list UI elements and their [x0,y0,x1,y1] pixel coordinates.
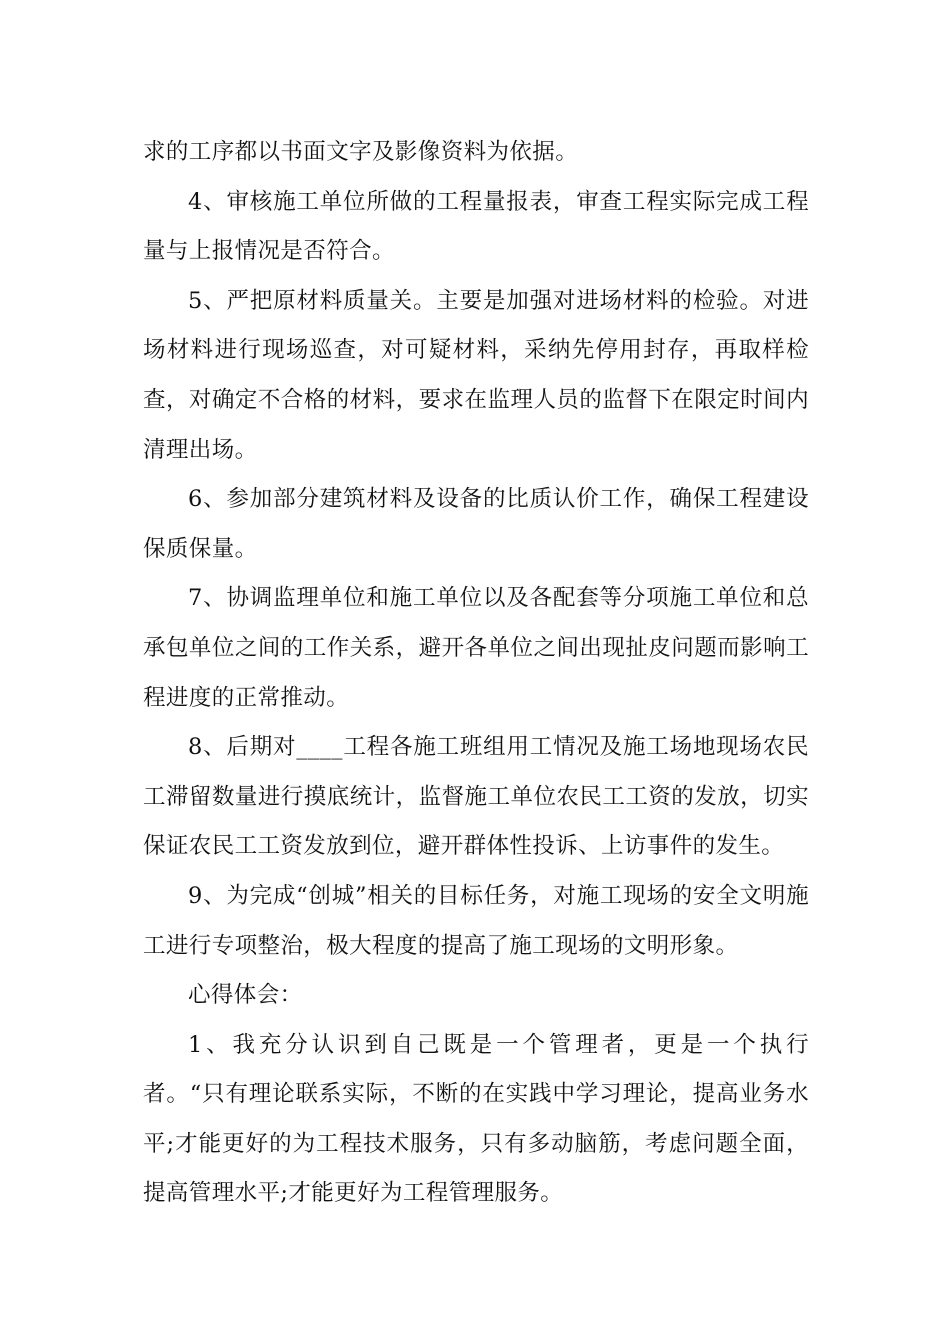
paragraph-item-9: 9、为完成“创城”相关的目标任务，对施工现场的安全文明施工进行专项整治，极大程度的提高了施工现场的文明形象。 [143,882,809,959]
paragraph-item-5: 5、严把原材料质量关。主要是加强对进场材料的检验。对进场材料进行现场巡查，对可疑材料，采纳先停用封存，再取样检查，对确定不合格的材料，要求在监理人员的监督下在限定时间内清理出场。 [143,287,809,463]
section-heading-experience: 心得体会： [188,982,303,1009]
document-body [143,128,809,1219]
paragraph-item-4: 4、审核施工单位所做的工程量报表，审查工程实际完成工程量与上报情况是否符合。 [143,188,809,265]
paragraph-item-8: 8、后期对____工程各施工班组用工情况及施工场地现场农民工滞留数量进行摸底统计，监督施工单位农民工工资的发放，切实保证农民工工资发放到位，避开群体性投诉、上访事件的发生。 [143,734,809,860]
paragraph-item-6: 6、参加部分建筑材料及设备的比质认价工作，确保工程建设保质保量。 [143,486,809,562]
paragraph-item-7: 7、协调监理单位和施工单位以及各配套等分项施工单位和总承包单位之间的工作关系，避开各单位之间出现扯皮问题而影响工程进度的正常推动。 [143,585,809,711]
paragraph-continuation: 求的工序都以书面文字及影像资料为依据。 [143,139,579,165]
paragraph-experience-1: 1、我充分认识到自己既是一个管理者，更是一个执行者。“只有理论联系实际，不断的在实践中学习理论，提高业务水平;才能更好的为工程技术服务，只有多动脑筋，考虑问题全面，提高管理水平;才能更好为工程管理服务。 [143,1031,809,1207]
